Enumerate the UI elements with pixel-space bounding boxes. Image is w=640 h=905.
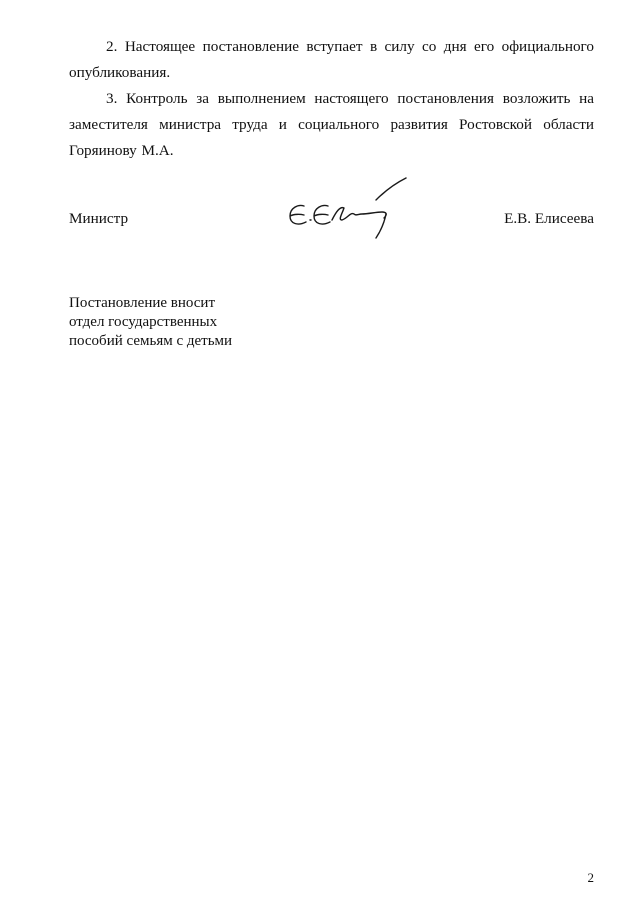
footer-note-line: Постановление вносит — [69, 295, 216, 311]
footer-note — [69, 294, 232, 351]
handwritten-signature — [284, 176, 414, 244]
signatory-name: Е.В. Елисеева — [504, 210, 594, 227]
footer-note-line: пособий семьям с детьми — [69, 333, 233, 349]
page-number: 2 — [587, 870, 594, 885]
footer-note-line: отдел государственных — [69, 314, 218, 330]
paragraph-effective-date: 2. Настоящее постановление вступает в силу со дня его официального опубликования. — [69, 38, 594, 81]
signatory-role: Министр — [69, 210, 129, 227]
paragraph-control-assignment: 3. Контроль за выполнением настоящего постановления возложить на заместителя министра труда и социального развития Ростовской области Горяинову М.А. — [69, 90, 594, 159]
